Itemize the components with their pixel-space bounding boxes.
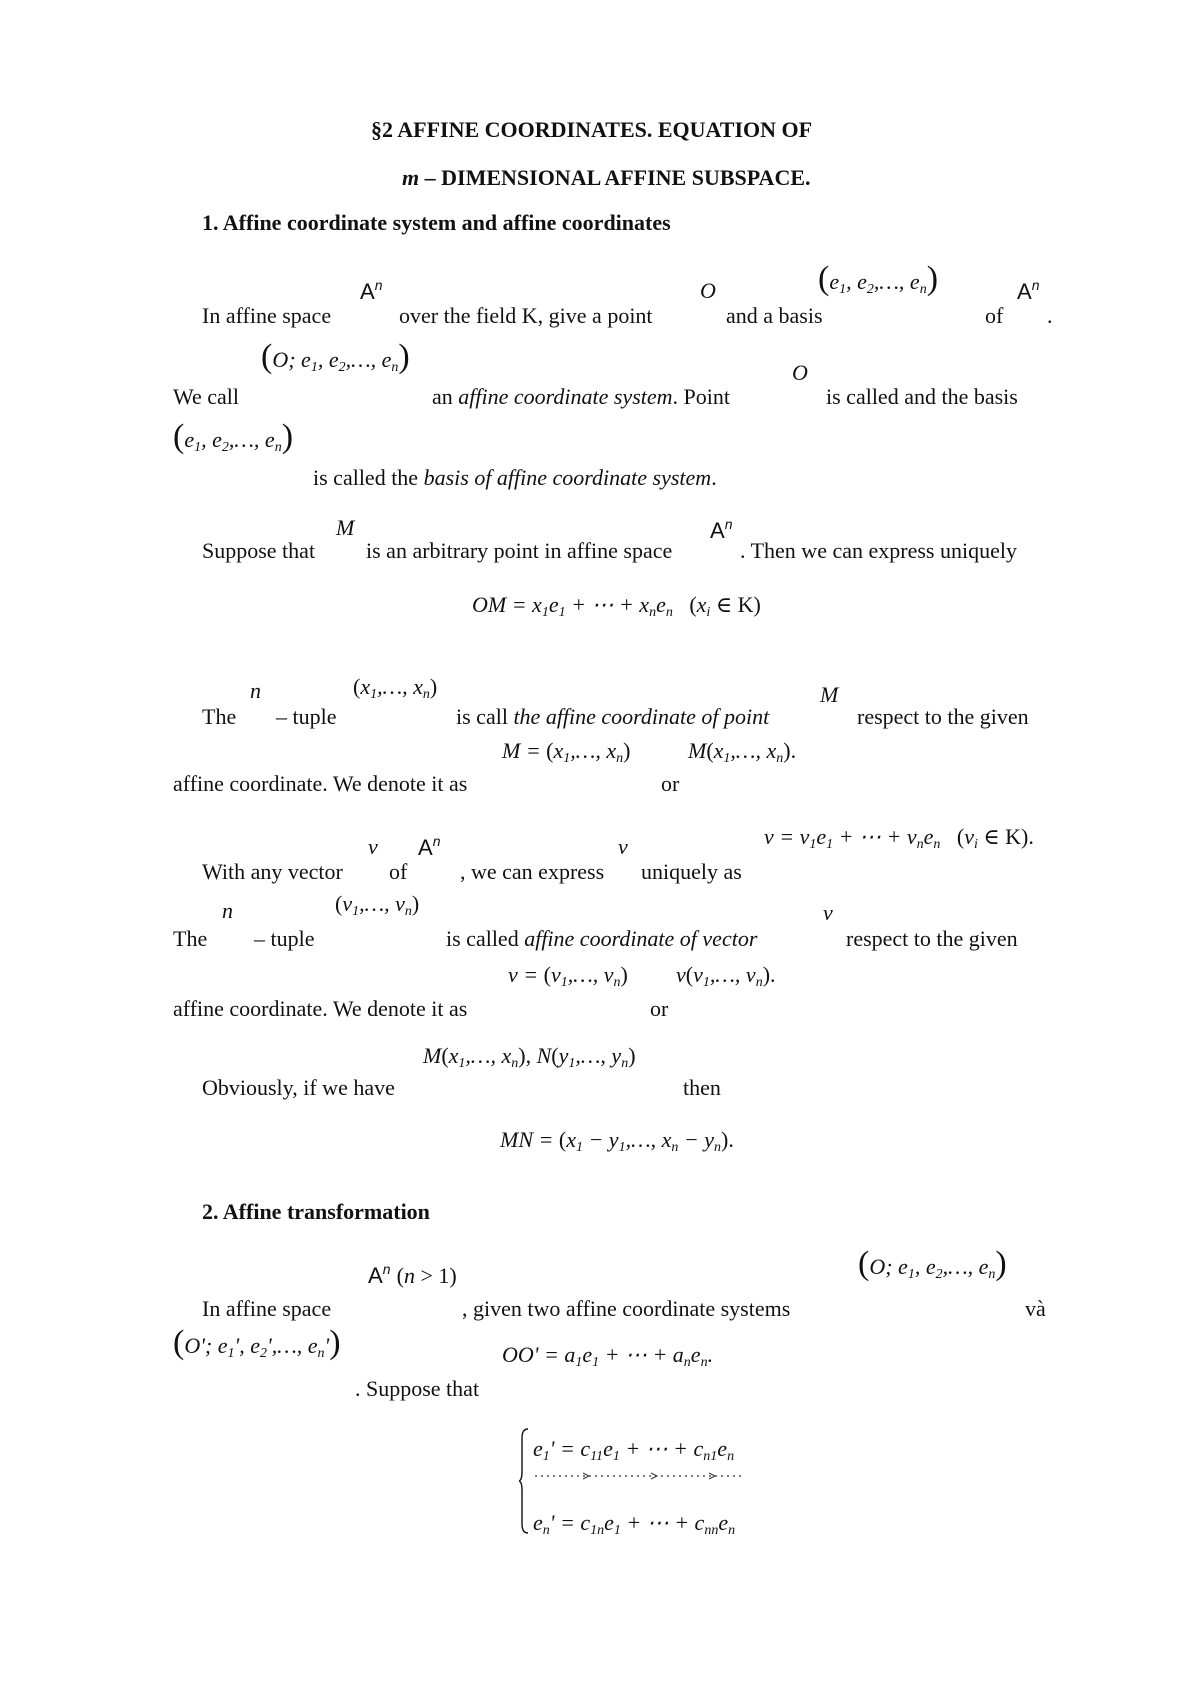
math-coordinate-system-3: (O'; $e_1'$, $e_2',\dots$, $e_n'$) xyxy=(173,1324,341,1361)
math-points-mn: $M(x_1,\dots$, $x_n$), $N(y_1,\dots$, $y_n$) xyxy=(423,1043,636,1071)
p10-text-b: then xyxy=(683,1075,721,1100)
title-line-2-rest: – DIMENSIONAL AFFINE SUBSPACE. xyxy=(419,165,811,190)
p5-text xyxy=(456,706,769,728)
p7-text-a: With any vector xyxy=(202,859,343,884)
p2-text-point: . Point xyxy=(672,384,730,409)
p5-text-e: respect to the given xyxy=(857,704,1029,729)
p1-text-c: and a basis xyxy=(726,303,823,328)
s2-p1-text-c: và xyxy=(1025,1296,1046,1321)
p5-text-a: The xyxy=(202,704,237,729)
math-coordinate-system: (O; $e_1$, $e_2,\dots$, $e_n$) xyxy=(261,338,410,375)
math-v: v xyxy=(368,834,378,859)
p6-text-a: affine coordinate. We denote it as xyxy=(173,771,468,796)
p10-text-a: Obviously, if we have xyxy=(202,1075,395,1100)
math-basis: ($e_1$, $e_2,\dots$, $e_n$) xyxy=(818,260,939,297)
left-brace xyxy=(519,1428,529,1534)
p1-text-b: over the field K, give a point xyxy=(399,303,653,328)
equation-oo-prime: $OO' = a_1e_1$ + ⋯ + $a_ne_n$. xyxy=(502,1342,714,1370)
p2-text-affine-coord-system: affine coordinate system xyxy=(458,384,673,409)
equation-mn: MN = ($x_1$ − $y_1,\dots$, $x_n - y_n$). xyxy=(500,1127,734,1155)
math-affine-space-4: $A^n$ xyxy=(418,833,441,860)
s2-p1-text-b: , given two affine coordinate systems xyxy=(462,1296,791,1321)
section-2-heading: 2. Affine transformation xyxy=(202,1199,430,1224)
title-m: m xyxy=(402,165,420,190)
math-v-2: v xyxy=(618,834,628,859)
p1-text-e: . xyxy=(1047,303,1053,328)
system-row-1: $e_1' = c_{11}e_1$ + ⋯ + $c_{n1}e_n$ xyxy=(533,1436,735,1464)
math-tuple-x: ($x_1,\dots$, $x_n$) xyxy=(353,674,438,702)
math-affine-space-2: $A^n$ xyxy=(1017,277,1040,304)
p6-text-b: or xyxy=(661,771,680,796)
p5-text-affine-coord-point: the affine coordinate of point xyxy=(513,704,770,729)
p8-text-affine-coord-vector: affine coordinate of vector xyxy=(524,926,758,951)
p7-text-b: of xyxy=(389,859,408,884)
math-point-o: O xyxy=(700,278,716,303)
p2-text-a: We call xyxy=(173,384,240,409)
math-point-m-2: M xyxy=(820,682,839,707)
math-v-3: v xyxy=(823,900,833,925)
p8-text-c: is called xyxy=(446,926,519,951)
p8-text xyxy=(446,928,757,950)
math-m-coords: $M(x_1,\dots$, $x_n$). xyxy=(688,738,797,766)
p4-text-b: is an arbitrary point in affine space xyxy=(366,538,673,563)
math-affine-space-n-gt-1: $A^n$ (n > 1) xyxy=(368,1261,457,1288)
math-v-coords: $v(v_1,\dots$, $v_n$). xyxy=(676,962,776,990)
math-n: n xyxy=(250,678,261,703)
math-affine-space-3: $A^n$ xyxy=(710,516,733,543)
math-point-m: M xyxy=(336,515,355,540)
math-tuple-v: ($v_1,\dots$, $v_n$) xyxy=(335,891,420,919)
equation-om: OM = $x_1e_1$ + ⋯ + $x_ne_n$ ($x_i$ ∈ K) xyxy=(472,592,761,620)
system-row-n: $e_n' = c_{1n}e_1$ + ⋯ + $c_{nn}e_n$ xyxy=(533,1510,736,1538)
p3-text-a: is called the xyxy=(313,465,419,490)
math-point-o-2: O xyxy=(792,360,808,385)
p5-text-b: – tuple xyxy=(276,704,337,729)
p8-text-e: respect to the given xyxy=(846,926,1018,951)
p2-text-b xyxy=(432,386,730,408)
section-1-heading: 1. Affine coordinate system and affine coordinates xyxy=(202,210,671,235)
title-line-2 xyxy=(402,167,811,189)
p8-text-a: The xyxy=(173,926,208,951)
p7-text-d: uniquely as xyxy=(641,859,742,884)
p1-text-a: In affine space xyxy=(202,303,332,328)
p9-text-a: affine coordinate. We denote it as xyxy=(173,996,468,1021)
title-line-1: §2 AFFINE COORDINATES. EQUATION OF xyxy=(371,117,813,142)
p3-text-basis: basis of affine coordinate system xyxy=(423,465,712,490)
math-affine-space: $A^n$ xyxy=(360,277,383,304)
p2-text-an: an xyxy=(432,384,453,409)
p3-text-period: . xyxy=(711,465,717,490)
s2-p2-text-a: . Suppose that xyxy=(355,1376,480,1401)
p3-text xyxy=(313,467,717,489)
p4-text-c: . Then we can express uniquely xyxy=(740,538,1017,563)
math-coordinate-system-2: (O; $e_1$, $e_2,\dots$, $e_n$) xyxy=(858,1245,1007,1282)
p8-text-b: – tuple xyxy=(254,926,315,951)
math-m-equals: $M = (x_1,\dots$, $x_n$) xyxy=(502,738,631,766)
p2-text-e: is called and the basis xyxy=(826,384,1018,409)
s2-p1-text-a: In affine space xyxy=(202,1296,332,1321)
p4-text-a: Suppose that xyxy=(202,538,316,563)
equation-v: $v = v_1e_1$ + ⋯ + $v_ne_n$ ($v_i$ ∈ K). xyxy=(764,824,1034,852)
p9-text-b: or xyxy=(650,996,669,1021)
p7-text-c: , we can express xyxy=(460,859,605,884)
math-basis-2: ($e_1$, $e_2,\dots$, $e_n$) xyxy=(173,418,294,455)
p1-text-d: of xyxy=(985,303,1004,328)
math-n-2: n xyxy=(222,898,233,923)
system-dots-row xyxy=(533,1472,743,1480)
p5-text-c: is call xyxy=(456,704,508,729)
math-v-equals: $v = (v_1,\dots$, $v_n$) xyxy=(508,962,628,990)
